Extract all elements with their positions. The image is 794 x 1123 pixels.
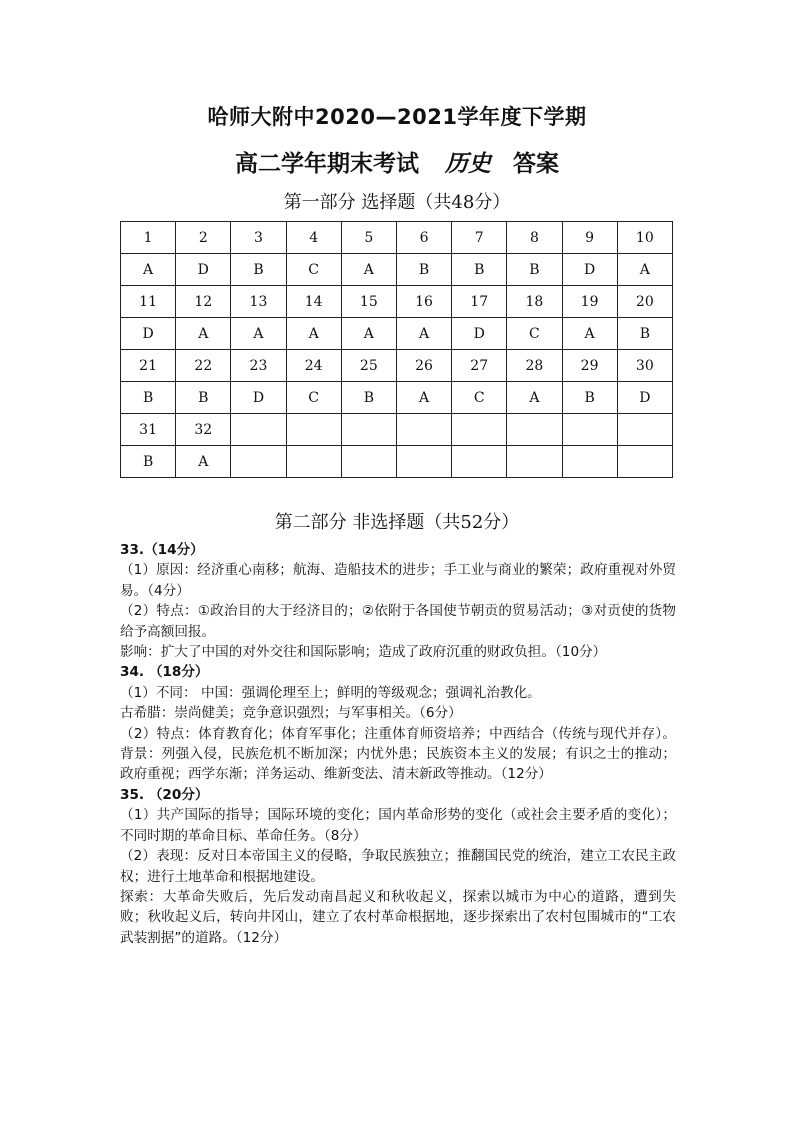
question-number-cell: 2: [176, 222, 231, 254]
exam-title: [0, 145, 794, 178]
question-number-cell: 21: [121, 350, 176, 382]
question-number-cell: 12: [176, 286, 231, 318]
question-33-part1: （1）原因：经济重心南移；航海、造船技术的进步；手工业与商业的繁荣；政府重视对外贸易。（4分）: [120, 562, 676, 599]
exam-name: 高二学年期末考试: [235, 151, 419, 177]
question-number-cell: [231, 414, 286, 446]
question-number-cell: 11: [121, 286, 176, 318]
question-number-cell: 31: [121, 414, 176, 446]
answer-cell: B: [176, 382, 231, 414]
answer-cell: B: [396, 254, 451, 286]
question-number-cell: 14: [286, 286, 341, 318]
question-number-cell: [286, 414, 341, 446]
question-number-cell: 24: [286, 350, 341, 382]
question-number-cell: 32: [176, 414, 231, 446]
answer-cell: A: [121, 254, 176, 286]
subject-name: 历史: [445, 150, 491, 177]
question-number-row: [121, 414, 673, 446]
question-number-cell: 9: [562, 222, 617, 254]
question-number-cell: 16: [396, 286, 451, 318]
answer-label: 答案: [513, 151, 559, 177]
question-34-part2: （2）特点：体育教育化；体育军事化；注重体育师资培养；中西结合（传统与现代并存）。 背景：列强入侵，民族危机不断加深；内忧外患；民族资本主义的发展；有识之士的推动；政府重视；西学东渐；洋务运动、维新变法、清末新政等推动。（12分）: [120, 725, 676, 783]
answer-cell: B: [507, 254, 562, 286]
question-number-cell: 1: [121, 222, 176, 254]
answer-cell: B: [231, 254, 286, 286]
answer-table: [120, 221, 673, 478]
question-number-row: [121, 222, 673, 254]
question-35-exploration: 探索：大革命失败后，先后发动南昌起义和秋收起义，探索以城市为中心的道路，遭到失败；秋收起义后，转向井冈山，建立了农村革命根据地，逐步探索出了农村包围城市的“工农武装割据”的道路。（12分）: [120, 888, 676, 946]
question-number-cell: 20: [617, 286, 672, 318]
question-number-row: [121, 286, 673, 318]
question-number-cell: [341, 414, 396, 446]
answer-cell: D: [452, 318, 507, 350]
part1-title: 第一部分 选择题（共48分）: [283, 192, 511, 213]
answer-cell: [617, 446, 672, 478]
answer-cell: [286, 446, 341, 478]
answer-cell: A: [341, 318, 396, 350]
question-number-cell: [396, 414, 451, 446]
question-number-cell: 29: [562, 350, 617, 382]
answer-cell: A: [176, 318, 231, 350]
answer-cell: C: [286, 254, 341, 286]
answer-cell: A: [231, 318, 286, 350]
answer-cell: A: [617, 254, 672, 286]
question-number-cell: 28: [507, 350, 562, 382]
question-number-cell: [507, 414, 562, 446]
answer-cell: [452, 446, 507, 478]
answer-cell: B: [341, 382, 396, 414]
question-number-cell: 27: [452, 350, 507, 382]
question-34-greece: 古希腊：崇尚健美；竞争意识强烈；与军事相关。（6分）: [120, 705, 462, 722]
question-number-cell: [562, 414, 617, 446]
answer-cell: B: [121, 446, 176, 478]
answer-cell: A: [341, 254, 396, 286]
answer-table-body: [121, 222, 673, 478]
question-number-cell: 5: [341, 222, 396, 254]
question-number-cell: 13: [231, 286, 286, 318]
question-35-part1: （1）共产国际的指导；国际环境的变化；国内革命形势的变化（或社会主要矛盾的变化）；不同时期的革命目标、革命任务。（8分）: [120, 807, 676, 844]
answer-cell: B: [617, 318, 672, 350]
question-34-heading: 34. （18分）: [120, 664, 209, 681]
question-number-cell: 30: [617, 350, 672, 382]
question-number-cell: 4: [286, 222, 341, 254]
answer-cell: B: [452, 254, 507, 286]
school-term-title: 哈师大附中2020—2021学年度下学期: [207, 105, 587, 129]
answer-cell: [341, 446, 396, 478]
answer-cell: A: [176, 446, 231, 478]
answer-cell: C: [452, 382, 507, 414]
question-34-part1: （1）不同： 中国：强调伦理至上；鲜明的等级观念；强调礼治教化。: [120, 684, 541, 701]
answer-row: [121, 382, 673, 414]
question-number-cell: 7: [452, 222, 507, 254]
question-35-part2: （2）表现：反对日本帝国主义的侵略，争取民族独立；推翻国民党的统治，建立工农民主政权；进行土地革命和根据地建设。: [120, 848, 676, 885]
answer-cell: A: [286, 318, 341, 350]
answer-row: [121, 446, 673, 478]
question-number-cell: [452, 414, 507, 446]
answer-cell: A: [396, 318, 451, 350]
answer-cell: B: [562, 382, 617, 414]
answer-cell: A: [507, 382, 562, 414]
question-33-part2: （2）特点：①政治目的大于经济目的；②依附于各国使节朝贡的贸易活动；③对贡使的货物给予高额回报。: [120, 603, 676, 640]
answer-cell: [562, 446, 617, 478]
question-number-cell: [617, 414, 672, 446]
question-number-cell: 18: [507, 286, 562, 318]
question-number-cell: 3: [231, 222, 286, 254]
answer-cell: C: [507, 318, 562, 350]
question-number-cell: 19: [562, 286, 617, 318]
question-33-heading: 33.（14分）: [120, 542, 204, 558]
question-number-cell: 17: [452, 286, 507, 318]
answer-cell: [396, 446, 451, 478]
question-number-cell: 15: [341, 286, 396, 318]
answer-row: [121, 254, 673, 286]
answer-cell: D: [617, 382, 672, 414]
question-35-heading: 35. （20分）: [120, 786, 209, 803]
question-number-cell: 10: [617, 222, 672, 254]
question-number-row: [121, 350, 673, 382]
answer-cell: A: [396, 382, 451, 414]
answer-cell: B: [121, 382, 176, 414]
answer-cell: D: [231, 382, 286, 414]
answer-cell: D: [562, 254, 617, 286]
part2-title: 第二部分 非选择题（共52分）: [274, 512, 520, 533]
question-number-cell: 25: [341, 350, 396, 382]
question-33-impact: 影响：扩大了中国的对外交往和国际影响；造成了政府沉重的财政负担。（10分）: [120, 644, 607, 661]
essay-answers: [120, 540, 676, 948]
question-number-cell: 26: [396, 350, 451, 382]
answer-cell: D: [176, 254, 231, 286]
question-number-cell: 22: [176, 350, 231, 382]
question-number-cell: 8: [507, 222, 562, 254]
answer-cell: A: [562, 318, 617, 350]
answer-cell: [507, 446, 562, 478]
question-number-cell: 6: [396, 222, 451, 254]
answer-cell: D: [121, 318, 176, 350]
answer-row: [121, 318, 673, 350]
answer-cell: C: [286, 382, 341, 414]
question-number-cell: 23: [231, 350, 286, 382]
answer-cell: [231, 446, 286, 478]
